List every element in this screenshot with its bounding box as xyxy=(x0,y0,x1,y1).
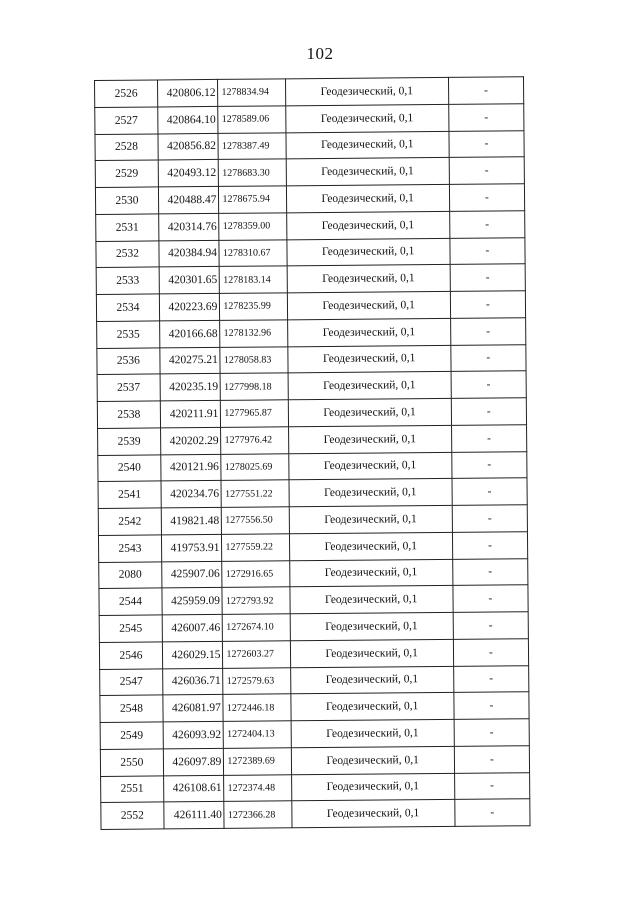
x-coordinate-cell: 426108.61 xyxy=(163,775,224,802)
y-coordinate-cell: 1278683.30 xyxy=(219,159,286,186)
x-coordinate-cell: 425959.09 xyxy=(162,588,223,615)
method-cell: Геодезический, 0,1 xyxy=(290,693,453,721)
note-cell: - xyxy=(452,451,527,478)
table-row xyxy=(101,772,530,802)
method-cell: Геодезический, 0,1 xyxy=(287,265,450,293)
point-number-cell: 2526 xyxy=(95,80,158,107)
y-coordinate-cell: 1272404.13 xyxy=(224,721,291,748)
table-row xyxy=(96,264,525,294)
x-coordinate-cell: 420234.76 xyxy=(161,481,222,508)
note-cell: - xyxy=(450,317,525,344)
method-cell: Геодезический, 0,1 xyxy=(291,746,454,774)
method-cell: Геодезический, 0,1 xyxy=(291,719,454,747)
y-coordinate-cell: 1272579.63 xyxy=(223,667,290,694)
table-row xyxy=(98,505,527,535)
note-cell: - xyxy=(449,104,524,131)
y-coordinate-cell: 1278834.94 xyxy=(218,79,285,106)
y-coordinate-cell: 1278387.49 xyxy=(218,132,285,159)
x-coordinate-cell: 425907.06 xyxy=(162,561,223,588)
note-cell: - xyxy=(449,157,524,184)
point-number-cell: 2535 xyxy=(97,321,160,348)
method-cell: Геодезический, 0,1 xyxy=(291,800,454,828)
note-cell: - xyxy=(449,130,524,157)
x-coordinate-cell: 426029.15 xyxy=(162,641,223,668)
point-number-cell: 2539 xyxy=(98,428,161,455)
x-coordinate-cell: 426111.40 xyxy=(164,802,225,829)
note-cell: - xyxy=(453,612,528,639)
table-row xyxy=(99,558,528,588)
point-number-cell: 2543 xyxy=(98,535,161,562)
table-row xyxy=(95,130,524,160)
note-cell: - xyxy=(452,558,527,585)
table-row xyxy=(97,398,526,428)
table-row xyxy=(95,104,524,134)
table-row xyxy=(98,478,527,508)
note-cell: - xyxy=(453,665,528,692)
method-cell: Геодезический, 0,1 xyxy=(286,184,449,212)
y-coordinate-cell: 1278359.00 xyxy=(219,213,286,240)
point-number-cell: 2552 xyxy=(101,802,164,829)
table-row xyxy=(97,317,526,347)
x-coordinate-cell: 420856.82 xyxy=(158,133,219,160)
y-coordinate-cell: 1278058.83 xyxy=(220,346,287,373)
y-coordinate-cell: 1272916.65 xyxy=(222,560,289,587)
table-row xyxy=(97,371,526,401)
method-cell: Геодезический, 0,1 xyxy=(289,586,452,614)
note-cell: - xyxy=(452,531,527,558)
method-cell: Геодезический, 0,1 xyxy=(290,612,453,640)
note-cell: - xyxy=(451,424,526,451)
x-coordinate-cell: 420384.94 xyxy=(159,240,220,267)
method-cell: Геодезический, 0,1 xyxy=(285,104,448,132)
point-number-cell: 2531 xyxy=(96,214,159,241)
point-number-cell: 2536 xyxy=(97,347,160,374)
note-cell: - xyxy=(455,799,530,826)
x-coordinate-cell: 426007.46 xyxy=(162,614,223,641)
method-cell: Геодезический, 0,1 xyxy=(289,505,452,533)
y-coordinate-cell: 1277556.50 xyxy=(222,507,289,534)
point-number-cell: 2537 xyxy=(97,374,160,401)
note-cell: - xyxy=(453,585,528,612)
y-coordinate-cell: 1277551.22 xyxy=(221,480,288,507)
table-row xyxy=(99,585,528,615)
method-cell: Геодезический, 0,1 xyxy=(286,158,449,186)
note-cell: - xyxy=(454,745,529,772)
method-cell: Геодезический, 0,1 xyxy=(290,666,453,694)
point-number-cell: 2551 xyxy=(101,775,164,802)
x-coordinate-cell: 420864.10 xyxy=(158,106,219,133)
note-cell: - xyxy=(454,772,529,799)
note-cell: - xyxy=(454,692,529,719)
point-number-cell: 2547 xyxy=(100,668,163,695)
y-coordinate-cell: 1278183.14 xyxy=(220,266,287,293)
method-cell: Геодезический, 0,1 xyxy=(285,77,448,105)
x-coordinate-cell: 420493.12 xyxy=(158,160,219,187)
method-cell: Геодезический, 0,1 xyxy=(288,452,451,480)
y-coordinate-cell: 1277998.18 xyxy=(220,373,287,400)
x-coordinate-cell: 420488.47 xyxy=(158,186,219,213)
note-cell: - xyxy=(452,505,527,532)
x-coordinate-cell: 420235.19 xyxy=(160,374,221,401)
point-number-cell: 2548 xyxy=(100,695,163,722)
x-coordinate-cell: 426036.71 xyxy=(163,668,224,695)
x-coordinate-cell: 420121.96 xyxy=(161,454,222,481)
point-number-cell: 2528 xyxy=(95,133,158,160)
coordinates-table xyxy=(94,76,531,830)
point-number-cell: 2540 xyxy=(98,454,161,481)
x-coordinate-cell: 420314.76 xyxy=(159,213,220,240)
note-cell: - xyxy=(450,264,525,291)
x-coordinate-cell: 420806.12 xyxy=(157,79,218,106)
y-coordinate-cell: 1278132.96 xyxy=(220,320,287,347)
point-number-cell: 2546 xyxy=(99,642,162,669)
method-cell: Геодезический, 0,1 xyxy=(287,291,450,319)
method-cell: Геодезический, 0,1 xyxy=(289,479,452,507)
method-cell: Геодезический, 0,1 xyxy=(286,211,449,239)
method-cell: Геодезический, 0,1 xyxy=(286,131,449,159)
note-cell: - xyxy=(450,237,525,264)
y-coordinate-cell: 1277976.42 xyxy=(221,427,288,454)
method-cell: Геодезический, 0,1 xyxy=(288,372,451,400)
table-row xyxy=(100,665,529,695)
y-coordinate-cell: 1272389.69 xyxy=(224,748,291,775)
table-row xyxy=(99,612,528,642)
note-cell: - xyxy=(451,344,526,371)
x-coordinate-cell: 420301.65 xyxy=(159,267,220,294)
method-cell: Геодезический, 0,1 xyxy=(289,532,452,560)
table-row xyxy=(100,719,529,749)
y-coordinate-cell: 1278025.69 xyxy=(221,453,288,480)
x-coordinate-cell: 420211.91 xyxy=(160,400,221,427)
method-cell: Геодезический, 0,1 xyxy=(287,345,450,373)
y-coordinate-cell: 1278675.94 xyxy=(219,186,286,213)
point-number-cell: 2533 xyxy=(96,267,159,294)
x-coordinate-cell: 426093.92 xyxy=(163,721,224,748)
y-coordinate-cell: 1278310.67 xyxy=(219,239,286,266)
page-number: 102 xyxy=(306,44,334,63)
table-row xyxy=(96,291,525,321)
method-cell: Геодезический, 0,1 xyxy=(286,238,449,266)
method-cell: Геодезический, 0,1 xyxy=(290,639,453,667)
table-row xyxy=(98,531,527,561)
point-number-cell: 2542 xyxy=(98,508,161,535)
point-number-cell: 2530 xyxy=(95,187,158,214)
x-coordinate-cell: 419753.91 xyxy=(161,534,222,561)
note-cell: - xyxy=(450,291,525,318)
table-row xyxy=(99,638,528,668)
point-number-cell: 2080 xyxy=(99,561,162,588)
x-coordinate-cell: 420166.68 xyxy=(159,320,220,347)
table-row xyxy=(95,157,524,187)
y-coordinate-cell: 1278589.06 xyxy=(218,106,285,133)
y-coordinate-cell: 1272446.18 xyxy=(223,694,290,721)
point-number-cell: 2529 xyxy=(95,160,158,187)
table-row xyxy=(98,424,527,454)
y-coordinate-cell: 1272603.27 xyxy=(223,641,290,668)
point-number-cell: 2550 xyxy=(100,749,163,776)
x-coordinate-cell: 420202.29 xyxy=(160,427,221,454)
method-cell: Геодезический, 0,1 xyxy=(288,398,451,426)
point-number-cell: 2538 xyxy=(97,401,160,428)
x-coordinate-cell: 426081.97 xyxy=(163,695,224,722)
table-row xyxy=(98,451,527,481)
method-cell: Геодезический, 0,1 xyxy=(289,559,452,587)
note-cell: - xyxy=(451,398,526,425)
y-coordinate-cell: 1278235.99 xyxy=(220,293,287,320)
point-number-cell: 2527 xyxy=(95,107,158,134)
point-number-cell: 2545 xyxy=(99,615,162,642)
method-cell: Геодезический, 0,1 xyxy=(288,425,451,453)
table-row xyxy=(96,210,525,240)
y-coordinate-cell: 1272366.28 xyxy=(224,801,291,828)
method-cell: Геодезический, 0,1 xyxy=(291,773,454,801)
note-cell: - xyxy=(454,719,529,746)
point-number-cell: 2532 xyxy=(96,240,159,267)
point-number-cell: 2541 xyxy=(98,481,161,508)
point-number-cell: 2549 xyxy=(100,722,163,749)
y-coordinate-cell: 1272793.92 xyxy=(222,587,289,614)
x-coordinate-cell: 419821.48 xyxy=(161,507,222,534)
table-row xyxy=(100,745,529,775)
table-row xyxy=(97,344,526,374)
y-coordinate-cell: 1272674.10 xyxy=(223,614,290,641)
y-coordinate-cell: 1277559.22 xyxy=(222,534,289,561)
table-row xyxy=(101,799,530,829)
y-coordinate-cell: 1277965.87 xyxy=(221,400,288,427)
y-coordinate-cell: 1272374.48 xyxy=(224,774,291,801)
x-coordinate-cell: 420275.21 xyxy=(160,347,221,374)
point-number-cell: 2544 xyxy=(99,588,162,615)
note-cell: - xyxy=(451,371,526,398)
method-cell: Геодезический, 0,1 xyxy=(287,318,450,346)
note-cell: - xyxy=(449,210,524,237)
table-row xyxy=(96,237,525,267)
x-coordinate-cell: 420223.69 xyxy=(159,293,220,320)
note-cell: - xyxy=(453,638,528,665)
note-cell: - xyxy=(452,478,527,505)
x-coordinate-cell: 426097.89 xyxy=(163,748,224,775)
point-number-cell: 2534 xyxy=(96,294,159,321)
table-row xyxy=(95,184,524,214)
table-row xyxy=(100,692,529,722)
note-cell: - xyxy=(448,77,523,104)
table-row xyxy=(95,77,524,107)
note-cell: - xyxy=(449,184,524,211)
